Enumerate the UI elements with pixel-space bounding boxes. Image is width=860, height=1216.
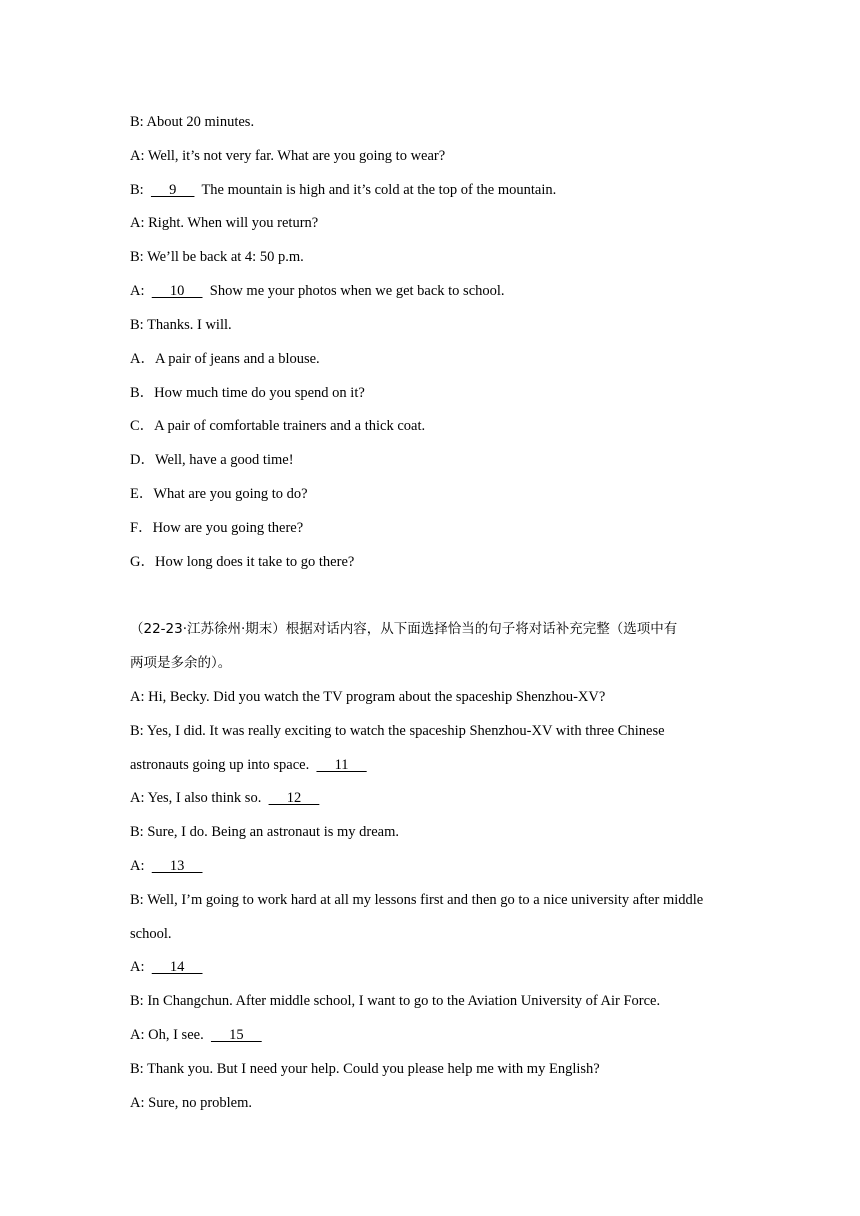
option-letter: F xyxy=(130,520,139,536)
dialogue-text: B: We’ll be back at 4: 50 p.m. xyxy=(130,249,304,265)
option-separator: ． xyxy=(138,520,153,536)
dialogue-line xyxy=(130,891,703,909)
answer-blank-14[interactable]: 14 xyxy=(151,959,203,975)
option-item xyxy=(130,553,354,571)
instruction-text: 两项是多余的）。 xyxy=(130,655,232,671)
dialogue-line xyxy=(130,992,660,1010)
option-separator: ． xyxy=(139,385,155,401)
dialogue-text: B: Thanks. I will. xyxy=(130,317,232,333)
dialogue-prefix: A: xyxy=(130,858,152,874)
option-text: What are you going to do? xyxy=(153,486,308,502)
dialogue-line xyxy=(130,756,367,774)
option-text: Well, have a good time! xyxy=(154,452,294,468)
option-text: How are you going there? xyxy=(152,520,304,536)
option-letter: D xyxy=(130,452,141,468)
option-separator: ． xyxy=(140,554,155,570)
dialogue-line xyxy=(130,316,232,334)
dialogue-line xyxy=(130,214,318,232)
option-item xyxy=(130,519,303,537)
dialogue-text: B: Yes, I did. It was really exciting to watch the spaceship Shenzhou-XV with three Chinese xyxy=(130,723,665,739)
dialogue-text: A: Sure, no problem. xyxy=(130,1095,253,1111)
answer-blank-10[interactable]: 10 xyxy=(151,283,203,299)
answer-blank-13[interactable]: 13 xyxy=(151,858,203,874)
dialogue-text: B: Sure, I do. Being an astronaut is my dream. xyxy=(130,824,400,840)
answer-blank-11[interactable]: 11 xyxy=(316,757,367,773)
dialogue-line xyxy=(130,789,319,807)
section-instruction xyxy=(130,654,231,672)
option-text: A pair of comfortable trainers and a thick coat. xyxy=(154,418,426,434)
option-text: How much time do you spend on it? xyxy=(154,385,365,401)
option-item xyxy=(130,485,308,503)
option-item xyxy=(130,417,425,435)
option-text: How long does it take to go there? xyxy=(154,554,355,570)
option-letter: A xyxy=(130,351,141,367)
dialogue-prefix: A: Oh, I see. xyxy=(130,1027,211,1043)
option-letter: G xyxy=(130,554,141,570)
dialogue-text: A: Right. When will you return? xyxy=(130,215,319,231)
dialogue-prefix: A: xyxy=(130,283,152,299)
dialogue-line xyxy=(130,958,203,976)
option-letter: B xyxy=(130,385,140,401)
dialogue-line xyxy=(130,282,505,300)
option-separator: ． xyxy=(139,418,155,434)
dialogue-prefix: B: xyxy=(130,182,151,198)
option-item xyxy=(130,384,365,402)
option-letter: E xyxy=(130,486,139,502)
dialogue-line xyxy=(130,1026,262,1044)
answer-blank-9[interactable]: 9 xyxy=(150,182,195,198)
dialogue-text: B: About 20 minutes. xyxy=(130,114,255,130)
option-item xyxy=(130,350,320,368)
dialogue-text: B: Thank you. But I need your help. Could you please help me with my English? xyxy=(130,1061,600,1077)
dialogue-text: school. xyxy=(130,926,172,942)
dialogue-prefix: astronauts going up into space. xyxy=(130,757,317,773)
dialogue-prefix: A: xyxy=(130,959,152,975)
dialogue-line xyxy=(130,248,304,266)
dialogue-line xyxy=(130,181,556,199)
instruction-text: （22-23·江苏徐州·期末）根据对话内容，从下面选择恰当的句子将对话补充完整（选项中有 xyxy=(130,621,678,637)
dialogue-line xyxy=(130,113,254,131)
dialogue-line xyxy=(130,688,605,706)
dialogue-text: A: Well, it’s not very far. What are you going to wear? xyxy=(130,148,446,164)
option-item xyxy=(130,451,294,469)
dialogue-line xyxy=(130,1060,600,1078)
dialogue-text: B: Well, I’m going to work hard at all my lessons first and then go to a nice university after middle xyxy=(130,892,704,908)
dialogue-line xyxy=(130,823,399,841)
dialogue-suffix: Show me your photos when we get back to school. xyxy=(202,283,505,299)
dialogue-text: A: Hi, Becky. Did you watch the TV program about the spaceship Shenzhou-XV? xyxy=(130,689,606,705)
dialogue-suffix: The mountain is high and it’s cold at the top of the mountain. xyxy=(194,182,557,198)
option-letter: C xyxy=(130,418,140,434)
dialogue-line xyxy=(130,857,203,875)
option-separator: ． xyxy=(140,351,155,367)
dialogue-line xyxy=(130,925,171,943)
dialogue-line xyxy=(130,1094,252,1112)
section-instruction xyxy=(130,620,677,638)
option-separator: ． xyxy=(138,486,154,502)
answer-blank-12[interactable]: 12 xyxy=(268,790,320,806)
dialogue-prefix: A: Yes, I also think so. xyxy=(130,790,269,806)
dialogue-text: B: In Changchun. After middle school, I want to go to the Aviation University of Air Force. xyxy=(130,993,661,1009)
option-separator: ． xyxy=(140,452,155,468)
dialogue-line xyxy=(130,722,665,740)
option-text: A pair of jeans and a blouse. xyxy=(154,351,320,367)
dialogue-line xyxy=(130,147,445,165)
answer-blank-15[interactable]: 15 xyxy=(210,1027,262,1043)
